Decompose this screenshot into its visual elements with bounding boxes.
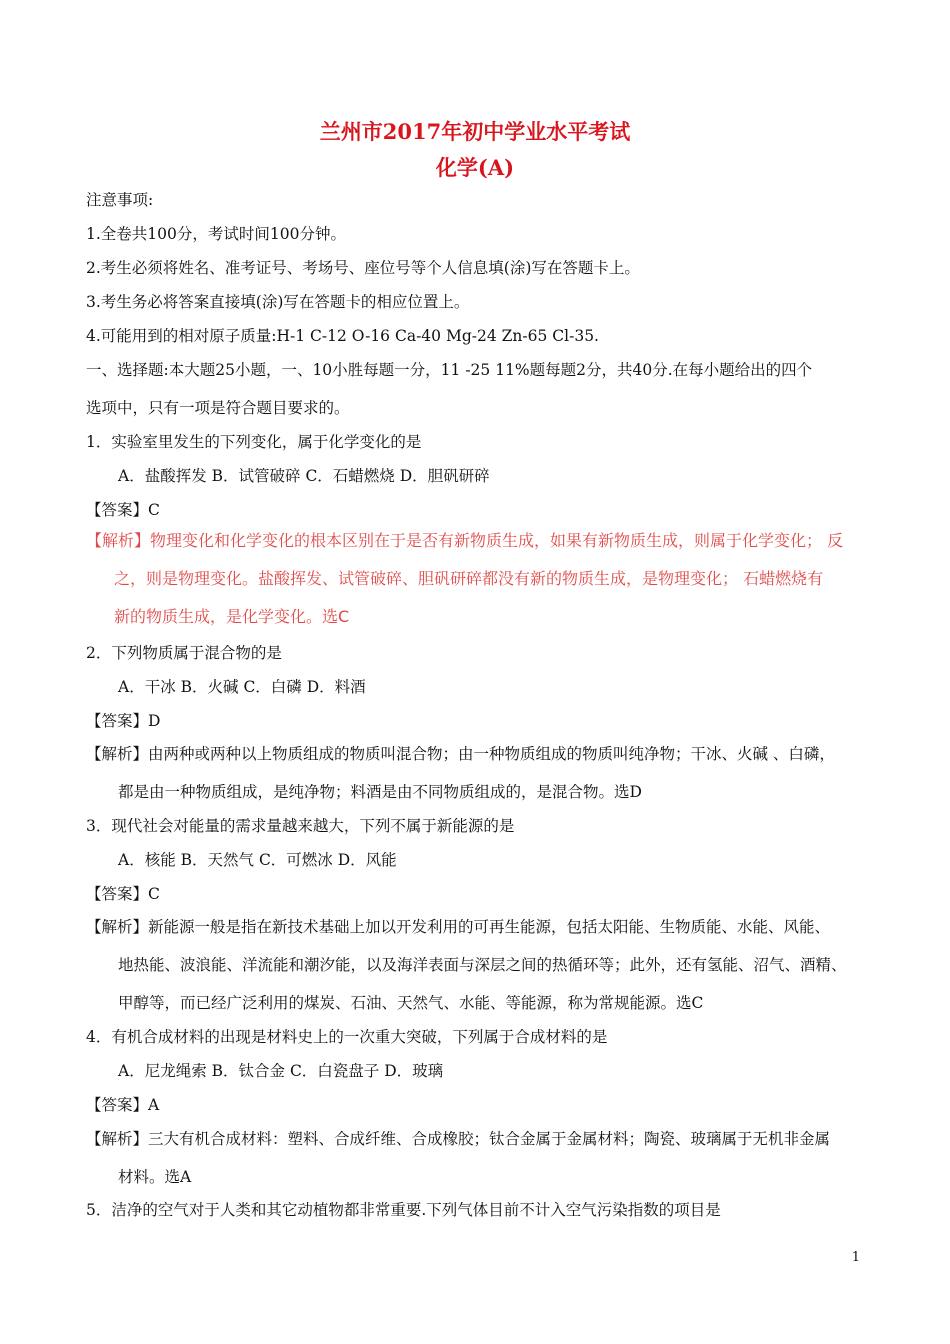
- question-options: A．核能 B．天然气 C．可燃冰 D．风能: [118, 851, 397, 869]
- question-answer: 【答案】A: [86, 1096, 160, 1114]
- question-analysis: 【解析】三大有机合成材料：塑料、合成纤维、合成橡胶；钛合金属于金属材料；陶瓷、玻璃属于无机非金属: [86, 1130, 831, 1148]
- question-analysis: 之，则是物理变化。盐酸挥发、试管破碎、胆矾研碎都没有新的物质生成，是物理变化； 石蜡燃烧有: [114, 569, 824, 588]
- question-stem: 3．现代社会对能量的需求量越来越大，下列不属于新能源的是: [86, 817, 515, 835]
- question-answer: 【答案】C: [86, 501, 160, 519]
- question-stem: 5．洁净的空气对于人类和其它动植物都非常重要.下列气体目前不计入空气污染指数的项目是: [86, 1201, 721, 1219]
- question-stem: 2．下列物质属于混合物的是: [86, 644, 282, 662]
- question-analysis: 【解析】物理变化和化学变化的根本区别在于是否有新物质生成，如果有新物质生成，则属于化学变化； 反: [86, 531, 844, 550]
- question-analysis: 材料。选A: [118, 1168, 192, 1186]
- exam-subtitle: 化学(A): [435, 155, 515, 180]
- notice-heading: 注意事项:: [86, 191, 154, 209]
- question-answer: 【答案】D: [86, 712, 161, 730]
- exam-title: 兰州市2017年初中学业水平考试: [319, 119, 631, 144]
- question-options: A．干冰 B．火碱 C．白磷 D．料酒: [118, 678, 366, 696]
- question-analysis: 都是由一种物质组成，是纯净物；料酒是由不同物质组成的，是混合物。选D: [118, 783, 642, 801]
- page-number: 1: [851, 1250, 860, 1265]
- section-intro: 选项中，只有一项是符合题目要求的。: [86, 399, 350, 417]
- notice-item: 1.全卷共100分，考试时间100分钟。: [86, 225, 346, 243]
- question-stem: 4．有机合成材料的出现是材料史上的一次重大突破，下列属于合成材料的是: [86, 1028, 608, 1046]
- question-answer: 【答案】C: [86, 885, 160, 903]
- question-options: A．尼龙绳索 B．钛合金 C．白瓷盘子 D．玻璃: [118, 1062, 444, 1080]
- section-intro: 一、选择题:本大题25小题，一、10小胜每题一分，11 -25 11%题每题2分，共40分.在每小题给出的四个: [86, 361, 813, 379]
- question-analysis: 甲醇等，而已经广泛利用的煤炭、石油、天然气、水能、等能源，称为常规能源。选C: [118, 994, 704, 1012]
- notice-item: 3.考生务必将答案直接填(涂)写在答题卡的相应位置上。: [86, 293, 470, 311]
- notice-item: 2.考生必须将姓名、准考证号、考场号、座位号等个人信息填(涂)写在答题卡上。: [86, 259, 640, 277]
- notice-item: 4.可能用到的相对原子质量:H-1 C-12 O-16 Ca-40 Mg-24 Zn-65 Cl-35.: [86, 327, 599, 345]
- question-analysis: 【解析】新能源一般是指在新技术基础上加以开发利用的可再生能源，包括太阳能、生物质能、水能、风能、: [86, 918, 831, 936]
- question-analysis: 新的物质生成，是化学变化。选C: [114, 607, 350, 626]
- question-analysis: 【解析】由两种或两种以上物质组成的物质叫混合物；由一种物质组成的物质叫纯净物；干冰、火碱 、白磷，: [86, 745, 835, 763]
- question-analysis: 地热能、波浪能、洋流能和潮汐能，以及海洋表面与深层之间的热循环等；此外，还有氢能、沼气、酒精、: [118, 956, 847, 974]
- question-stem: 1．实验室里发生的下列变化，属于化学变化的是: [86, 433, 422, 451]
- question-options: A．盐酸挥发 B．试管破碎 C．石蜡燃烧 D．胆矾研碎: [118, 467, 490, 485]
